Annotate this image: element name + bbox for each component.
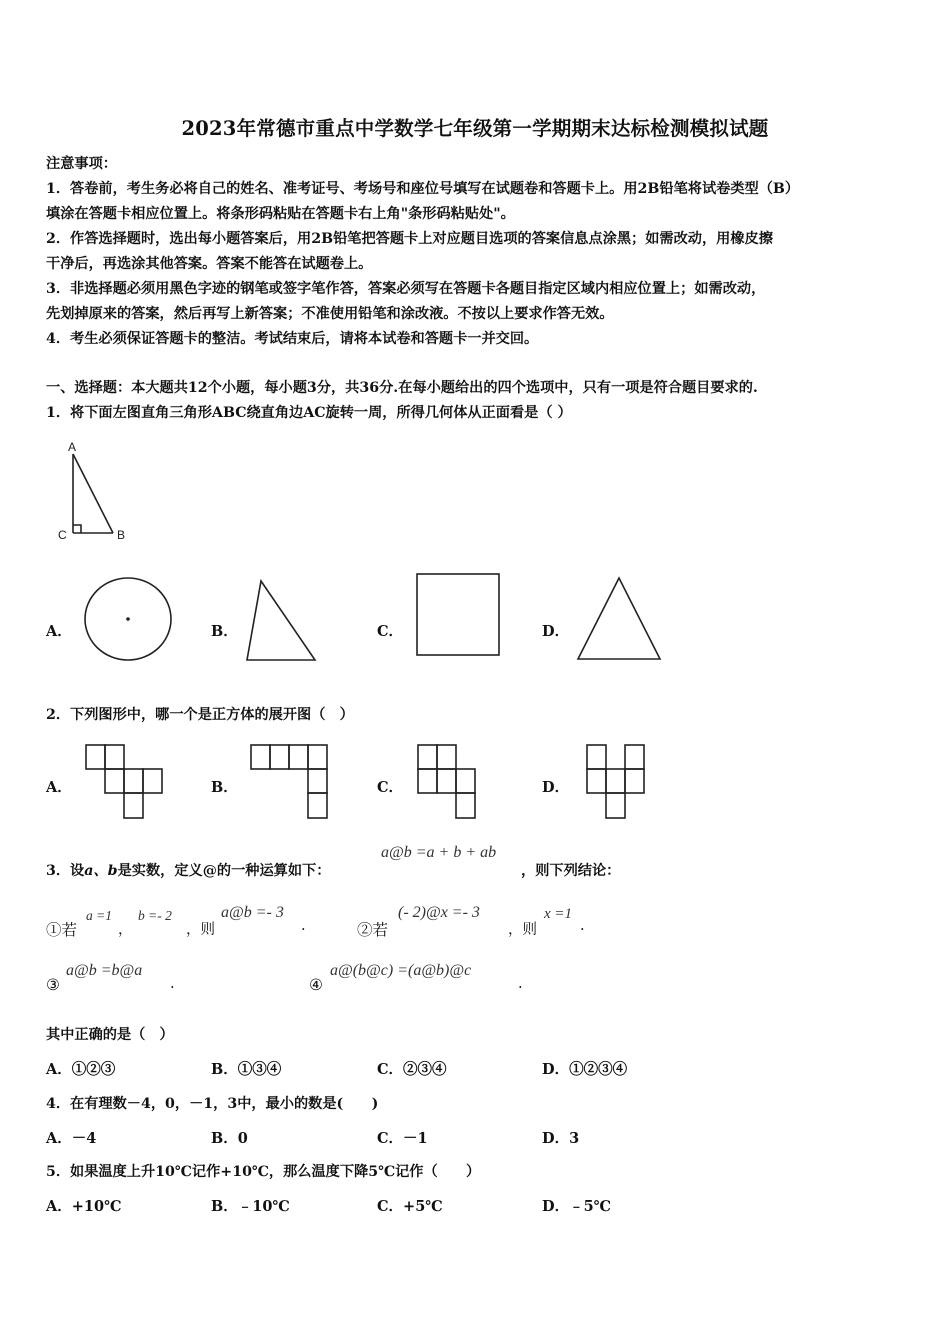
q1-triangle-abc-figure xyxy=(55,440,135,545)
notice-line: 1．答卷前，考生务必将自己的姓名、准考证号、考场号和座位号填写在试题卷和答题卡上。用2B铅笔将试卷类型（B） xyxy=(46,181,800,197)
section-heading: 一、选择题：本大题共12个小题，每小题3分，共36分.在每小题给出的四个选项中，只有一项是符合题目要求的. xyxy=(46,380,758,396)
q5-option-c[interactable]: C．+5℃ xyxy=(377,1198,443,1215)
label-b: B xyxy=(117,528,126,542)
q3-s4-dot: . xyxy=(518,976,523,992)
q3-statement-2-marker: ②若 xyxy=(357,921,389,939)
q3-s1-dot: . xyxy=(301,918,306,934)
q3-stem-vars: a、b xyxy=(84,863,118,879)
label-a: A xyxy=(68,440,77,454)
label-c: C xyxy=(58,528,67,542)
q2-option-d[interactable]: D． xyxy=(542,779,570,796)
q5-stem: 5．如果温度上升10℃记作+10℃，那么温度下降5℃记作（ ） xyxy=(46,1164,481,1180)
q1-option-d[interactable]: D． xyxy=(542,623,570,640)
q2-option-c[interactable]: C． xyxy=(377,779,404,796)
q3-option-a[interactable]: A．①②③ xyxy=(46,1061,116,1078)
q3-s1-result: a@b =- 3 xyxy=(221,904,284,921)
q2-option-c-net xyxy=(417,744,482,824)
q1-option-b-triangle xyxy=(240,575,325,665)
q2-option-b[interactable]: B． xyxy=(211,779,238,796)
q1-option-c[interactable]: C． xyxy=(377,623,404,640)
q5-option-b[interactable]: B．﹣10℃ xyxy=(211,1198,290,1215)
q3-s1-b: b =- 2 xyxy=(138,908,172,923)
notice-line: 先划掉原来的答案，然后再写上新答案；不准使用铅笔和涂改液。不按以上要求作答无效。 xyxy=(46,306,614,322)
q1-stem: 1．将下面左图直角三角形ABC绕直角边AC旋转一周，所得几何体从正面看是（ ） xyxy=(46,405,572,421)
q2-option-a-net xyxy=(85,744,165,824)
q2-stem: 2．下列图形中，哪一个是正方体的展开图（ ） xyxy=(46,707,354,723)
q3-which-correct: 其中正确的是（ ） xyxy=(46,1027,174,1043)
q3-stem xyxy=(46,860,330,880)
q3-statement-1-marker: ①若 xyxy=(46,921,78,939)
notice-heading: 注意事项： xyxy=(46,156,117,172)
q4-option-d[interactable]: D．3 xyxy=(542,1130,580,1147)
q5-option-a[interactable]: A．+10℃ xyxy=(46,1198,122,1215)
q3-option-c[interactable]: C．②③④ xyxy=(377,1061,447,1078)
q3-s2-result: x =1 xyxy=(544,906,573,922)
q2-option-b-net xyxy=(250,744,332,824)
q4-option-c[interactable]: C．－1 xyxy=(377,1130,428,1147)
q3-definition: a@b =a + b + ab xyxy=(381,844,497,861)
q1-option-a-circle xyxy=(82,575,177,665)
q1-option-c-square xyxy=(413,570,503,660)
notice-line: 4．考生必须保证答题卡的整洁。考试结束后，请将本试卷和答题卡一并交回。 xyxy=(46,331,539,347)
q4-option-a[interactable]: A．－4 xyxy=(46,1130,97,1147)
q3-s3-equation: a@b =b@a xyxy=(66,962,143,979)
q1-option-b[interactable]: B． xyxy=(211,623,238,640)
q5-option-d[interactable]: D．﹣5℃ xyxy=(542,1198,612,1215)
q3-statement-3-marker: ③ xyxy=(46,976,60,994)
q3-s2-equation: (- 2)@x =- 3 xyxy=(398,904,480,921)
q3-option-d[interactable]: D．①②③④ xyxy=(542,1061,628,1078)
q3-stem-post: ，则下列结论： xyxy=(521,863,621,879)
q3-stem-pre: 3．设 xyxy=(46,863,85,879)
notice-line: 3．非选择题必须用黑色字迹的钢笔或签字笔作答，答案必须写在答题卡各题目指定区域内相应位置上；如需改动， xyxy=(46,281,766,297)
q1-option-a[interactable]: A． xyxy=(46,623,72,640)
q3-stem-mid: 是实数，定义@的一种运算如下： xyxy=(117,863,331,879)
q3-s2-dot: . xyxy=(580,918,585,934)
q1-option-d-triangle xyxy=(574,574,664,664)
q3-option-b[interactable]: B．①③④ xyxy=(211,1061,282,1078)
q2-option-d-net xyxy=(586,744,651,824)
q3-s1-a: a =1 xyxy=(86,908,112,923)
q4-option-b[interactable]: B．0 xyxy=(211,1130,248,1147)
q3-s4-equation: a@(b@c) =(a@b)@c xyxy=(330,962,472,979)
notice-line: 2．作答选择题时，选出每小题答案后，用2B铅笔把答题卡上对应题目选项的答案信息点涂黑；如需改动，用橡皮擦 xyxy=(46,231,773,247)
q3-s1-then: ，则 xyxy=(186,922,215,938)
q2-option-a[interactable]: A． xyxy=(46,779,72,796)
notice-line: 干净后，再选涂其他答案。答案不能答在试题卷上。 xyxy=(46,256,373,272)
notice-line: 填涂在答题卡相应位置上。将条形码粘贴在答题卡右上角"条形码粘贴处"。 xyxy=(46,206,515,222)
q3-s3-dot: . xyxy=(170,976,175,992)
q3-s2-then: ，则 xyxy=(508,922,537,938)
q3-s1-comma: ， xyxy=(118,922,133,938)
q3-statement-4-marker: ④ xyxy=(309,976,323,994)
page-title: 2023年常德市重点中学数学七年级第一学期期末达标检测模拟试题 xyxy=(181,117,769,140)
q4-stem: 4．在有理数－4，0，－1，3中，最小的数是( ) xyxy=(46,1096,379,1112)
